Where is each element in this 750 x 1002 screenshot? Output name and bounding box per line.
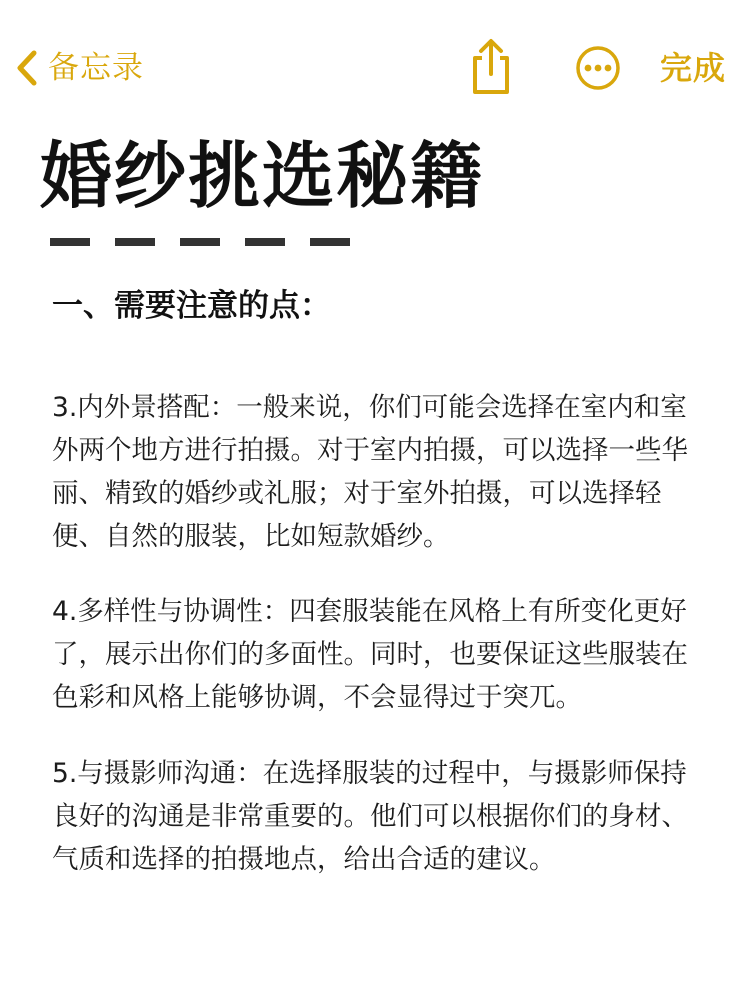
note-title: 婚纱挑选秘籍 bbox=[40, 134, 485, 218]
share-button[interactable] bbox=[468, 36, 514, 96]
section-heading: 一、需要注意的点： bbox=[52, 288, 331, 324]
navigation-bar bbox=[0, 28, 750, 108]
more-options-button[interactable] bbox=[574, 44, 622, 92]
divider-dash bbox=[180, 238, 220, 246]
share-icon bbox=[468, 81, 514, 100]
back-label: 备忘录 bbox=[48, 50, 144, 86]
more-icon bbox=[574, 77, 622, 96]
done-button[interactable]: 完成 bbox=[659, 49, 726, 87]
paragraph-outdoor-indoor: 3.内外景搭配：一般来说，你们可能会选择在室内和室外两个地方进行拍摄。对于室内拍摄，可以选择一些华丽、精致的婚纱或礼服；对于室外拍摄，可以选择轻便、自然的服装，比如短款婚纱。 bbox=[52, 392, 688, 552]
back-button[interactable] bbox=[14, 44, 144, 92]
divider-dash bbox=[50, 238, 90, 246]
chevron-left-icon bbox=[14, 48, 40, 88]
paragraph-variety-harmony: 4.多样性与协调性：四套服装能在风格上有所变化更好了，展示出你们的多面性。同时，也要保证这些服装在色彩和风格上能够协调，不会显得过于突兀。 bbox=[52, 596, 688, 713]
divider-dash bbox=[310, 238, 350, 246]
divider-dash bbox=[115, 238, 155, 246]
divider-dash bbox=[245, 238, 285, 246]
paragraph-photographer-communication: 5.与摄影师沟通：在选择服装的过程中，与摄影师保持良好的沟通是非常重要的。他们可以根据你们的身材、气质和选择的拍摄地点，给出合适的建议。 bbox=[52, 758, 688, 875]
dash-divider bbox=[50, 238, 375, 246]
